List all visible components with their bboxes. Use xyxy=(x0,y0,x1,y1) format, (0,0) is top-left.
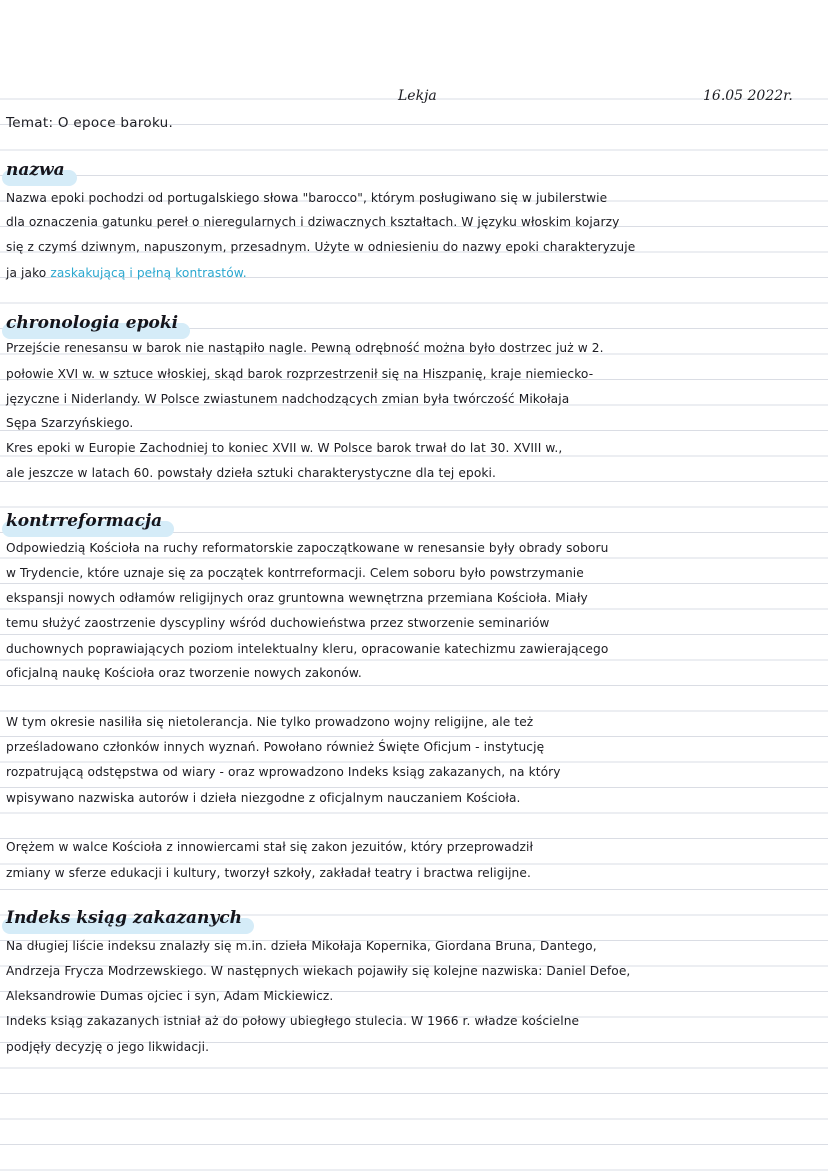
section-heading-nazwa xyxy=(6,160,65,180)
text-line: w Trydencie, które uznaje się za początek kontrreformacji. Celem soboru było powstrzymanie xyxy=(6,566,584,580)
text-line: Kres epoki w Europie Zachodniej to koniec XVII w. W Polsce barok trwał do lat 30. XVIII w., xyxy=(6,441,563,455)
text-line-with-accent xyxy=(6,264,247,282)
section-heading-chronologia xyxy=(6,313,178,333)
text-line: Andrzeja Frycza Modrzewskiego. W następnych wiekach pojawiły się kolejne nazwiska: Daniel Defoe, xyxy=(6,964,631,978)
lesson-topic: Temat: O epoce baroku. xyxy=(6,115,174,131)
accent-prefix: ja jako xyxy=(6,266,51,280)
text-line: języczne i Niderlandy. W Polsce zwiastunem nadchodzących zmian była twórczość Mikołaja xyxy=(6,392,570,406)
text-line: dla oznaczenia gatunku pereł o nieregularnych i dziwacznych kształtach. W języku włoskim kojarzy xyxy=(6,215,620,229)
text-line: Na długiej liście indeksu znalazły się m.in. dzieła Mikołaja Kopernika, Giordana Bruna, Dantego, xyxy=(6,939,597,953)
text-line: oficjalną naukę Kościoła oraz tworzenie nowych zakonów. xyxy=(6,666,362,680)
text-line: duchownych poprawiających poziom intelektualny kleru, opracowanie katechizmu zawierającego xyxy=(6,642,609,656)
text-line: się z czymś dziwnym, napuszonym, przesadnym. Użyte w odniesieniu do nazwy epoki charakteryzuje xyxy=(6,240,636,254)
section-heading-indeks xyxy=(6,908,242,928)
section-heading-text: kontrreformacja xyxy=(6,511,163,531)
text-line: Orężem w walce Kościoła z innowiercami stał się zakon jezuitów, który przeprowadził xyxy=(6,840,534,854)
text-line: wpisywano nazwiska autorów i dzieła niezgodne z oficjalnym nauczaniem Kościoła. xyxy=(6,791,521,805)
text-line: W tym okresie nasiliła się nietolerancja. Nie tylko prowadzono wojny religijne, ale też xyxy=(6,715,534,729)
text-line: Odpowiedzią Kościoła na ruchy reformatorskie zapoczątkowane w renesansie były obrady soboru xyxy=(6,541,609,555)
text-line: ale jeszcze w latach 60. powstały dzieła sztuki charakterystyczne dla tej epoki. xyxy=(6,466,497,480)
text-line: podjęły decyzję o jego likwidacji. xyxy=(6,1040,210,1054)
section-heading-text: Indeks ksiąg zakazanych xyxy=(6,908,242,928)
section-heading-text: nazwa xyxy=(6,160,65,180)
text-line: Przejście renesansu w barok nie nastąpiło nagle. Pewną odrębność można było dostrzec już w 2. xyxy=(6,341,604,355)
text-line: Nazwa epoki pochodzi od portugalskiego słowa "barocco", którym posługiwano się w jubilerstwie xyxy=(6,191,608,205)
text-line: ekspansji nowych odłamów religijnych oraz gruntowna wewnętrzna przemiana Kościoła. Miały xyxy=(6,591,588,605)
text-line: rozpatrującą odstępstwa od wiary - oraz wprowadzono Indeks ksiąg zakazanych, na który xyxy=(6,765,561,779)
lesson-label: Lekja xyxy=(398,88,437,104)
text-line: Aleksandrowie Dumas ojciec i syn, Adam Mickiewicz. xyxy=(6,989,334,1003)
section-heading-text: chronologia epoki xyxy=(6,313,179,333)
text-line: połowie XVI w. w sztuce włoskiej, skąd barok rozprzestrzenił się na Hiszpanię, kraje niemiecko- xyxy=(6,367,594,381)
page-top-margin xyxy=(0,0,828,74)
text-line: zmiany w sferze edukacji i kultury, tworzył szkoły, zakładał teatry i bractwa religijne. xyxy=(6,866,531,880)
text-line: Sępa Szarzyńskiego. xyxy=(6,416,134,430)
text-line: temu służyć zaostrzenie dyscypliny wśród duchowieństwa przez stworzenie seminariów xyxy=(6,616,550,630)
text-line: prześladowano członków innych wyznań. Powołano również Święte Oficjum - instytucję xyxy=(6,740,545,754)
section-heading-kontrreformacja xyxy=(6,511,162,531)
lesson-date: 16.05 2022r. xyxy=(703,88,793,104)
accent-phrase: zaskakującą i pełną kontrastów. xyxy=(50,266,247,280)
text-line: Indeks ksiąg zakazanych istniał aż do połowy ubiegłego stulecia. W 1966 r. władze kościelne xyxy=(6,1014,580,1028)
